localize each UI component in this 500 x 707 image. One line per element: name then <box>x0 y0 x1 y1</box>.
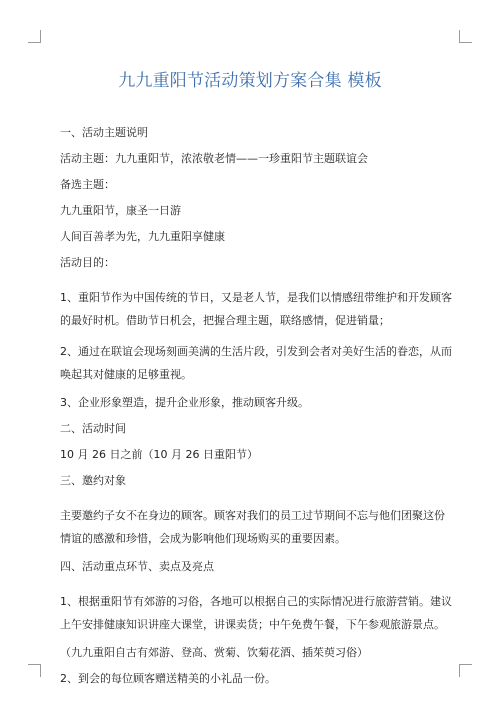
section-heading-2: 二、活动时间 <box>60 422 126 435</box>
purpose-item-3: 3、企业形象塑造，提升企业形象，推动顾客升级。 <box>60 396 309 409</box>
crop-mark-bottom-left <box>28 664 41 677</box>
section-heading-4: 四、活动重点环节、卖点及亮点 <box>60 560 214 573</box>
section-heading-1: 一、活动主题说明 <box>60 126 148 139</box>
crop-mark-top-right <box>459 30 472 43</box>
crop-mark-bottom-right <box>459 664 472 677</box>
purpose-item-1: 1、重阳节作为中国传统的节日，又是老人节，是我们以情感纽带维护和开发顾客的最好时机。借助节日机会，把握合理主题，联络感情，促进销量； <box>60 291 452 327</box>
crop-mark-top-left <box>28 30 41 43</box>
alt-theme-2: 人间百善孝为先，九九重阳享健康 <box>60 230 225 243</box>
activity-date: 10 月 26 日之前（10 月 26 日重阳节） <box>60 448 258 461</box>
document-title: 九九重阳节活动策划方案合集 模板 <box>118 71 382 91</box>
section-heading-3: 三、邀约对象 <box>60 474 126 487</box>
highlight-note: （九九重阳自古有郊游、登高、赏菊、饮菊花酒、插茱萸习俗） <box>60 646 368 659</box>
highlight-item-1: 1、根据重阳节有郊游的习俗，各地可以根据自己的实际情况进行旅游营销。建议上午安排健康知识讲座大课堂，讲课卖货；中午免费午餐，下午参观旅游景点。 <box>60 595 452 631</box>
alt-theme-label: 备选主题： <box>60 178 115 191</box>
document-body <box>60 124 452 688</box>
purpose-item-2: 2、通过在联谊会现场刻画美满的生活片段，引发到会者对美好生活的眷恋，从而唤起其对健康的足够重视。 <box>60 345 452 381</box>
purpose-label: 活动目的： <box>60 256 115 269</box>
activity-theme: 活动主题：九九重阳节，浓浓敬老情——一珍重阳节主题联谊会 <box>60 152 368 165</box>
invitees-text: 主要邀约子女不在身边的顾客。顾客对我们的员工过节期间不忘与他们团聚这份情谊的感激和珍惜，会成为影响他们现场购买的重要因素。 <box>60 509 445 545</box>
highlight-item-2: 2、到会的每位顾客赠送精美的小礼品一份。 <box>60 672 276 685</box>
alt-theme-1: 九九重阳节，康圣一日游 <box>60 204 181 217</box>
